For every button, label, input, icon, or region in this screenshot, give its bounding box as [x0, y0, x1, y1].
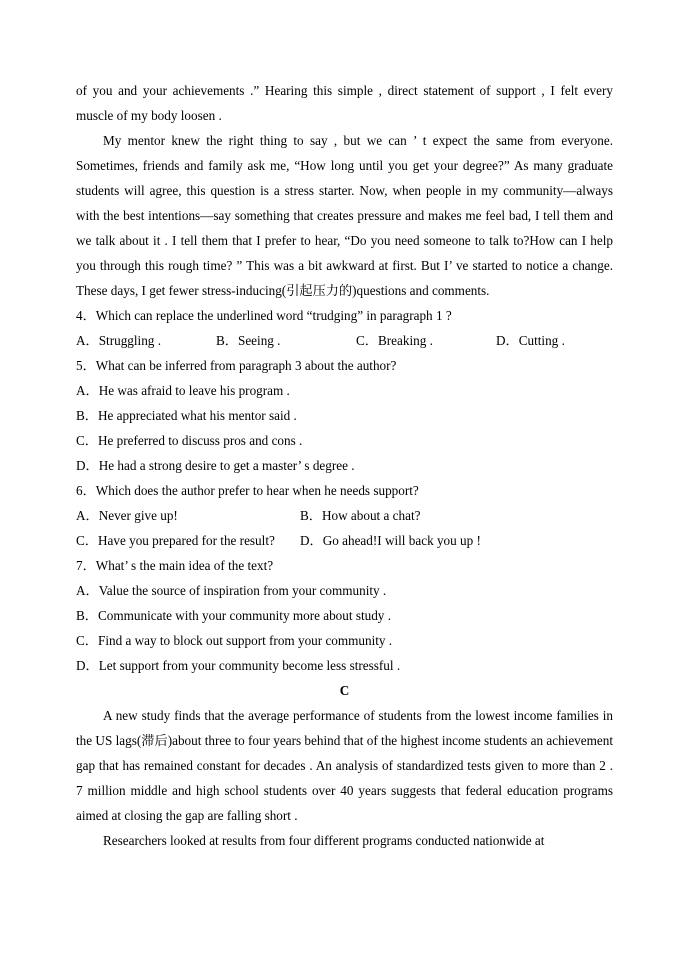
question-4-option-a: A．Struggling .: [76, 333, 161, 348]
question-5-option-c: C．He preferred to discuss pros and cons .: [76, 433, 303, 448]
passage-b-paragraph-end: of you and your achievements .” Hearing this simple , direct statement of support , I felt every muscle of my body loosen .: [76, 83, 613, 123]
question-6-option-b: B．How about a chat?: [300, 508, 421, 523]
question-7-option-d: D．Let support from your community become less stressful .: [76, 658, 401, 673]
question-4-option-c: C．Breaking .: [356, 333, 433, 348]
question-7-stem: 7．What’ s the main idea of the text?: [76, 558, 274, 573]
question-4-option-b: B．Seeing .: [216, 333, 281, 348]
question-6-option-a: A．Never give up!: [76, 508, 178, 523]
question-7-option-c: C．Find a way to block out support from your community .: [76, 633, 393, 648]
question-4-options: [76, 328, 613, 353]
question-5-option-b: B．He appreciated what his mentor said .: [76, 408, 297, 423]
question-6-options-row-1: [76, 503, 613, 528]
question-7-option-b: B．Communicate with your community more about study .: [76, 608, 391, 623]
passage-b-paragraph-mentor: My mentor knew the right thing to say , but we can ’ t expect the same from everyone. Sometimes, friends and family ask me, “How long until you get your degree?” As many graduate students will agree, this question is a stress starter. Now, when people in my community—always with the best intentions—say something that creates pressure and makes me feel bad, I tell them and we talk about it . I tell them that I prefer to hear, “Do you need someone to talk to?How can I help you through this rough time? ” This was a bit awkward at first. But I’ ve started to notice a change. These days, I get fewer stress-inducing(引起压力的)questions and comments.: [76, 133, 613, 298]
question-5-option-a: A．He was afraid to leave his program .: [76, 383, 290, 398]
question-5-option-d: D．He had a strong desire to get a master’ s degree .: [76, 458, 355, 473]
passage-c-paragraph-1: A new study finds that the average performance of students from the lowest income families in the US lags(滞后)about three to four years behind that of the highest income students an achievement gap that has remained constant for decades . An analysis of standardized tests given to more than 2 . 7 million middle and high school students over 40 years suggests that federal education programs aimed at closing the gap are falling short .: [76, 708, 613, 823]
question-6-stem: 6．Which does the author prefer to hear when he needs support?: [76, 483, 419, 498]
question-5-stem: 5．What can be inferred from paragraph 3 about the author?: [76, 358, 397, 373]
question-6-option-d: D．Go ahead!I will back you up !: [300, 533, 481, 548]
question-4-stem: 4．Which can replace the underlined word “trudging” in paragraph 1 ?: [76, 308, 452, 323]
question-6-option-c: C．Have you prepared for the result?: [76, 533, 275, 548]
passage-c-paragraph-2: Researchers looked at results from four different programs conducted nationwide at: [103, 833, 545, 848]
document-page: [76, 78, 613, 853]
question-4-option-d: D．Cutting .: [496, 333, 565, 348]
question-6-options-row-2: [76, 528, 613, 553]
question-7-option-a: A．Value the source of inspiration from your community .: [76, 583, 387, 598]
passage-c-heading: C: [339, 683, 350, 698]
